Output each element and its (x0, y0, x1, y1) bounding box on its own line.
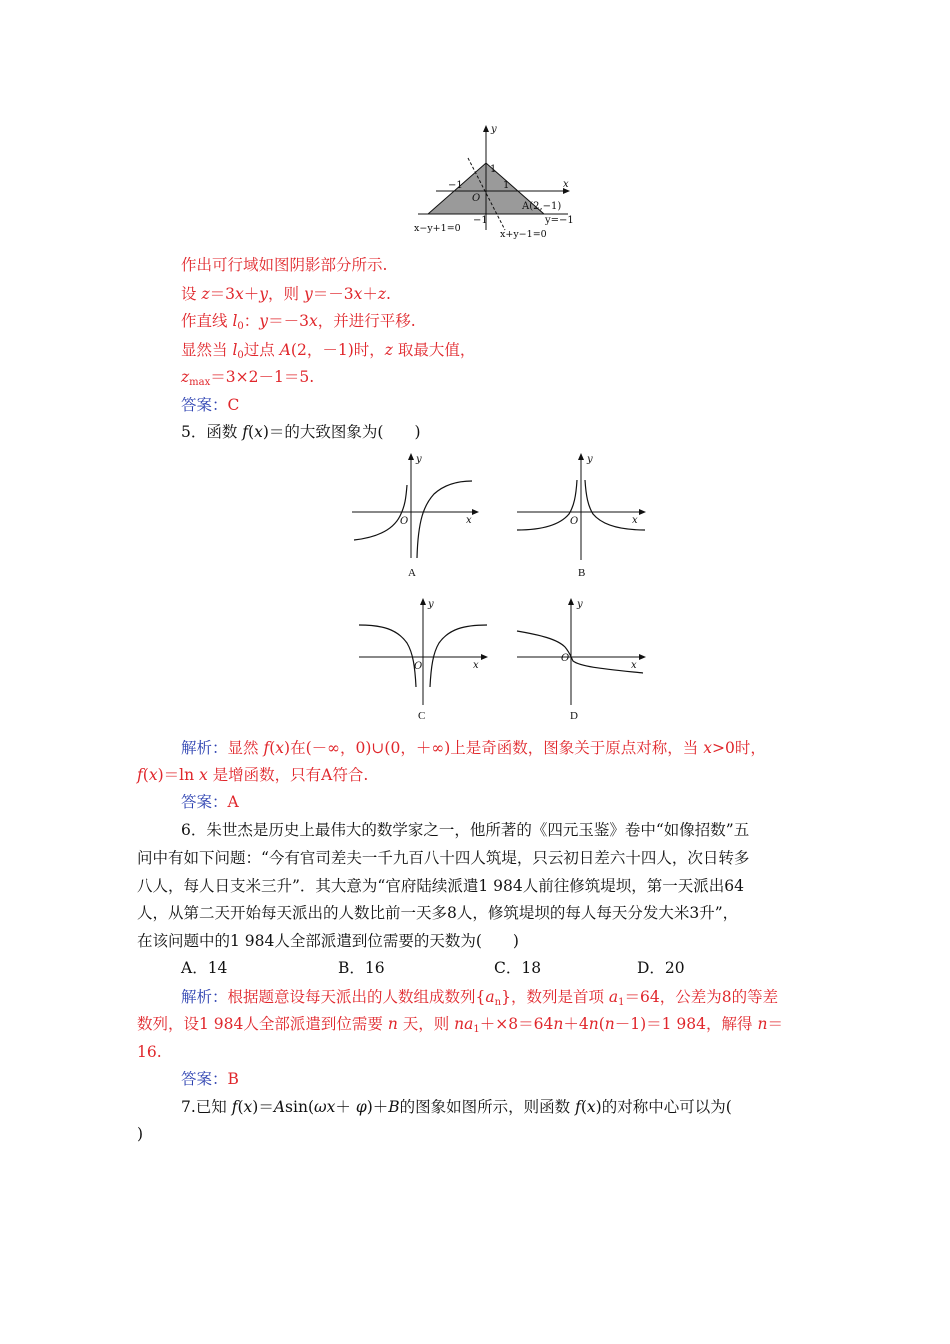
question6-option-a: A．14 (181, 959, 228, 977)
graph-option-c (357, 595, 489, 707)
solution4-line4: 显然当 $l_0$过点 A(2，－1)时，z 取最大值， (181, 341, 476, 361)
curve-right-branch (417, 481, 472, 558)
x-axis-arrow (639, 509, 646, 515)
feasible-region-figure (414, 118, 578, 240)
origin-label: O (570, 516, 579, 527)
solution4-line5: $z_{max}=3\times 2-1=5$. (181, 368, 315, 388)
y-label: y (428, 599, 434, 610)
tick-neg1-x: −1 (448, 180, 463, 191)
line1-label: x−y+1=0 (414, 223, 461, 234)
question6-option-b: B．16 (338, 959, 385, 977)
question6-line5: 在该问题中的1 984人全部派遣到位需要的天数为( ) (137, 932, 519, 950)
x-axis-arrow (639, 654, 646, 660)
answer5: 答案：A (181, 793, 239, 811)
tick-neg1-y: −1 (473, 215, 488, 226)
solution5-line1: 解析：显然 f(x)在(－∞，0)∪(0，＋∞)上是奇函数，图象关于原点对称，当 x>0时， (181, 739, 766, 757)
graph-option-b (515, 450, 647, 562)
question7-line1: 7.已知 f(x)＝Asin(ωx＋ φ)＋B的图象如图所示，则函数 f(x)的对称中心可以为( (181, 1098, 732, 1116)
solution4-line1: 作出可行域如图阴影部分所示. (181, 256, 388, 274)
origin-label: O (414, 661, 423, 672)
solution5-line2: f(x)＝ln x 是增函数，只有A符合. (137, 766, 369, 784)
curve-left-branch (359, 625, 416, 687)
tick-1-x: 1 (503, 180, 510, 191)
line-y-label: y=−1 (545, 215, 574, 226)
solution4-line2: 设 z＝3x＋y，则 y＝－3x＋z. (181, 285, 391, 303)
question6-option-c: C．18 (494, 959, 542, 977)
x-label: x (466, 515, 472, 526)
y-axis-arrow (408, 453, 414, 460)
curve (517, 631, 643, 673)
answer6: 答案：B (181, 1070, 239, 1088)
solution4-line3: 作直线 $l_0$：y＝－3x，并进行平移. (181, 312, 416, 332)
question6-line1: 6．朱世杰是历史上最伟大的数学家之一，他所著的《四元玉鉴》卷中“如像招数”五 (181, 821, 750, 839)
y-axis-arrow (483, 125, 489, 132)
curve-left-branch (517, 480, 577, 530)
graph-d-caption: D (570, 710, 578, 722)
y-axis-arrow (568, 598, 574, 605)
graph-c-caption: C (418, 710, 426, 722)
question6-line2: 问中有如下问题：“今有官司差夫一千九百八十四人筑堤，只云初日差六十四人，次日转多 (137, 849, 750, 867)
graph-option-a (350, 450, 480, 562)
graph-a-caption: A (408, 567, 416, 579)
x-axis-arrow (472, 509, 479, 515)
x-axis-label: x (563, 179, 569, 190)
point-a-label: A(2,−1) (522, 201, 562, 212)
y-axis-label: y (491, 124, 497, 135)
question6-line4: 人，从第二天开始每天派出的人数比前一天多8人，修筑堤坝的每人每天分发大米3升”， (137, 904, 739, 922)
origin-label: O (472, 193, 481, 204)
solution6-line2: 数列，设1 984人全部派遣到位需要 n 天，则 $na_1+\times 8=64n+4n(n-1)=1$ 984，解得 n＝ (137, 1015, 783, 1035)
question5-stem: 5．函数 f(x)＝的大致图象为( ) (181, 423, 421, 441)
answer4: 答案：C (181, 396, 240, 414)
y-label: y (577, 599, 583, 610)
x-label: x (473, 660, 479, 671)
y-label: y (587, 454, 593, 465)
x-axis-arrow (481, 654, 488, 660)
question7-line2: ) (137, 1125, 144, 1143)
x-label: x (632, 515, 638, 526)
curve-right-branch (430, 625, 487, 687)
y-axis-arrow (578, 453, 584, 460)
line2-label: x+y−1=0 (500, 229, 547, 240)
graph-b-caption: B (578, 567, 586, 579)
tick-1-y: 1 (490, 164, 497, 175)
origin-label: O (400, 516, 409, 527)
solution6-line1: 解析：根据题意设每天派出的人数组成数列$\{a_n\}$，数列是首项 $a_1=64$，公差为8的等差 (181, 988, 779, 1008)
question6-option-d: D．20 (637, 959, 685, 977)
y-axis-arrow (420, 598, 426, 605)
x-label: x (631, 660, 637, 671)
origin-label: O (561, 653, 570, 664)
graph-option-d (515, 595, 647, 707)
question6-line3: 八人，每人日支米三升”．其大意为“官府陆续派遣1 984人前往修筑堤坝，第一天派出64 (137, 877, 744, 895)
y-label: y (416, 454, 422, 465)
solution6-line3: 16. (137, 1043, 162, 1061)
